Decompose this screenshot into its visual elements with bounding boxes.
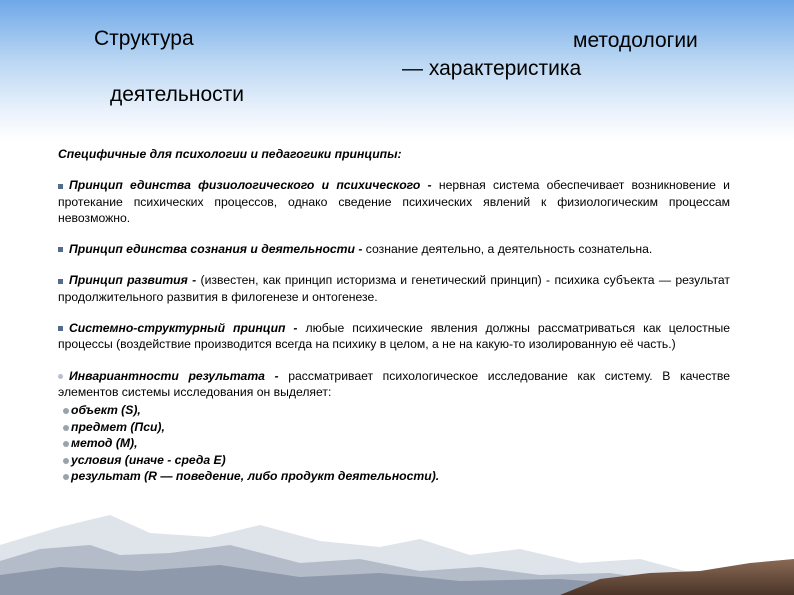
principle-text: нервная система обеспечивает возникновение и протекание психических процессов, однако сведение психических явлений к физиологическим процессам невозможно.: [58, 178, 730, 225]
principle-term: Системно-структурный принцип -: [69, 321, 298, 336]
element-label: предмет (Пси),: [71, 419, 165, 434]
element-label: условия (иначе - среда Е): [71, 452, 226, 467]
principle-term: Принцип единства сознания и деятельности -: [69, 242, 363, 257]
bullet-icon: [58, 279, 63, 284]
bullet-icon: [63, 441, 69, 447]
element-label: метод (М),: [71, 436, 138, 451]
principle-text: сознание деятельно, а деятельность сознательна.: [362, 242, 653, 257]
bullet-icon: [58, 247, 63, 252]
mountain-landscape-icon: [0, 475, 794, 595]
principle-item: [58, 241, 730, 257]
principle-term: Принцип единства физиологического и психического -: [69, 178, 432, 193]
element-label: объект (S),: [71, 403, 141, 418]
element-label: результат (R — поведение, либо продукт деятельности).: [71, 469, 440, 484]
bullet-icon: [58, 326, 63, 331]
bullet-icon: [63, 458, 69, 464]
title-part-activity: деятельности: [110, 83, 244, 106]
element-item: [63, 402, 730, 419]
principle-text: рассматривает психологическое исследование как систему. В качестве элементов системы исследования он выделяет:: [58, 368, 730, 399]
bullet-icon: [58, 184, 63, 189]
principle-text: любые психические явления должны рассматриваться как целостные процессы (воздействие производится всегда на психику в целом, а не на какую-то изолированную её часть.): [58, 321, 730, 352]
title-part-characteristic: — характеристика: [402, 57, 582, 80]
bullet-icon: [63, 425, 69, 431]
principle-item: [58, 177, 730, 226]
principle-term: Принцип развития -: [69, 273, 197, 288]
element-item: [63, 435, 730, 452]
bullet-icon: [63, 408, 69, 414]
principle-item: [58, 320, 730, 353]
principle-text: (известен, как принцип историзма и генетический принцип) - психика субъекта — результат продолжительного развития в филогенезе и онтогенезе.: [58, 273, 730, 304]
title-part-structure: Структура: [94, 27, 194, 50]
element-item: [63, 419, 730, 436]
principle-term: Инвариантности результата -: [69, 368, 279, 383]
element-item: [63, 452, 730, 469]
bullet-icon: [58, 374, 63, 379]
principle-item: [58, 368, 730, 401]
principle-item: [58, 272, 730, 305]
title-part-methodology: методологии: [573, 29, 698, 52]
slide-content: [58, 146, 730, 485]
section-heading: Специфичные для психологии и педагогики принципы:: [58, 147, 402, 161]
